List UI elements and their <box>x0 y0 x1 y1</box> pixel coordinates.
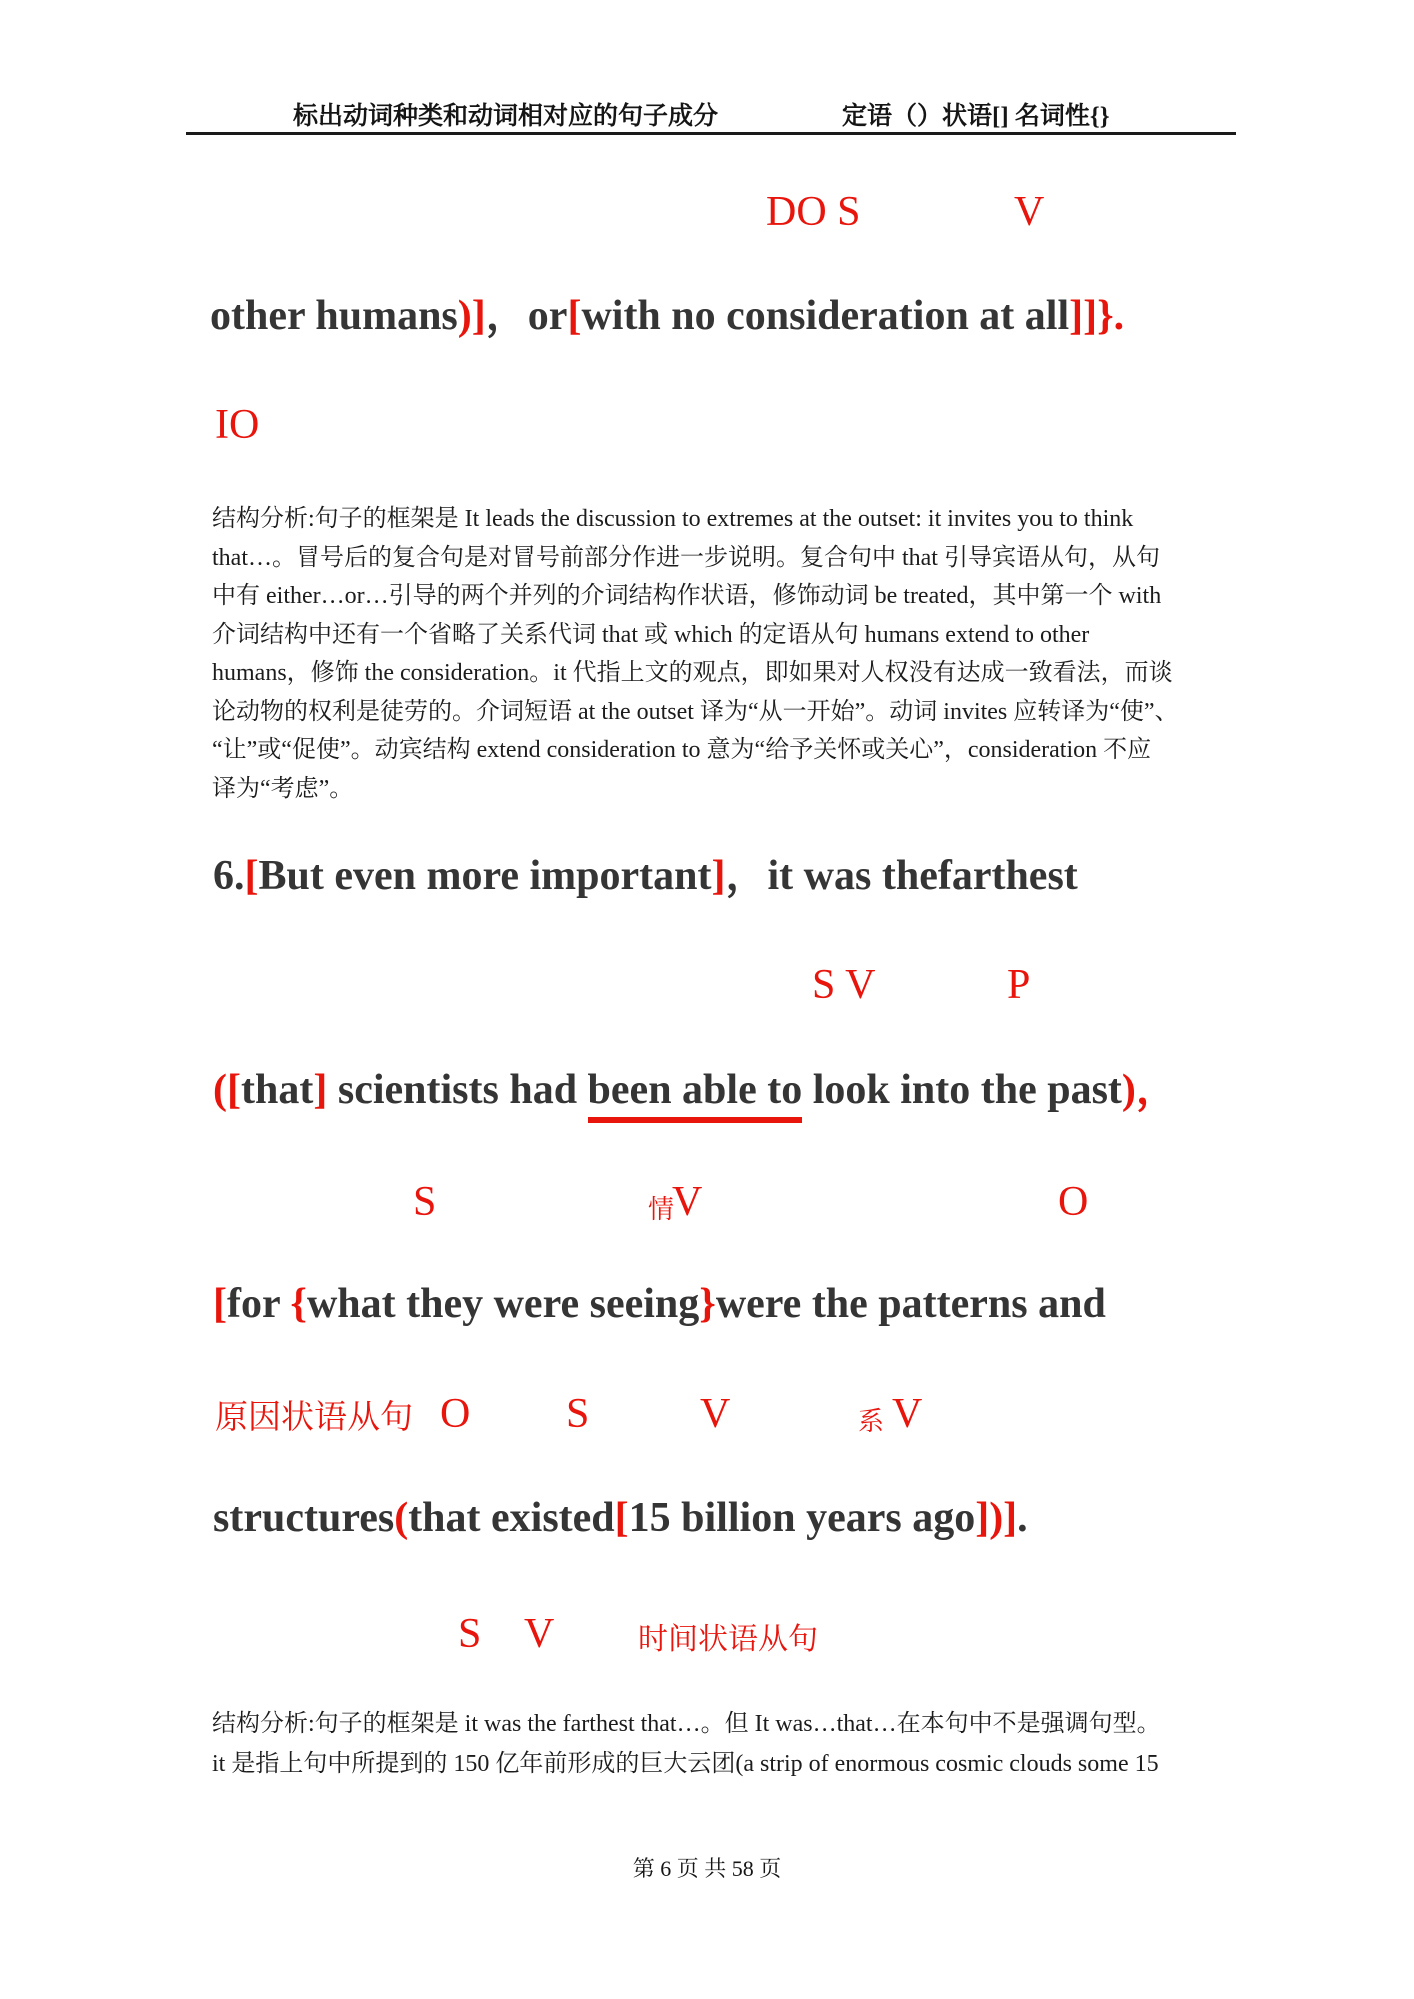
sentence-line-2 <box>213 1066 1178 1114</box>
grammar-label-clause: 原因状语从句 <box>215 1400 413 1436</box>
grammar-label: V <box>672 1179 703 1225</box>
text-segment: been able to <box>588 1067 803 1123</box>
analysis-line: “让”或“促使”。动宾结构 extend consideration to 意为“给予关怀或关心”，consideration 不应 <box>212 737 1152 763</box>
text-segment: structures <box>213 1495 395 1541</box>
analysis-paragraph-1 <box>212 500 1212 808</box>
grammar-label-clause: 时间状语从句 <box>638 1623 818 1656</box>
header-rule <box>186 132 1236 135</box>
bracket-mark: [ <box>614 1495 629 1541</box>
text-segment: other humans <box>210 293 458 339</box>
text-segment: ， <box>725 853 768 899</box>
bracket-mark: ， <box>1135 1067 1178 1113</box>
grammar-label: S <box>458 1611 482 1657</box>
text-segment: what they were seeing <box>306 1281 700 1327</box>
analysis-line: that…。冒号后的复合句是对冒号前部分作进一步说明。复合句中 that 引导宾语从句，从句 <box>212 544 1160 571</box>
bracket-mark: . <box>1113 293 1125 339</box>
sentence-line-4 <box>213 1494 1028 1542</box>
grammar-label: V <box>524 1611 555 1657</box>
grammar-annotation-row-2 <box>0 959 1414 1009</box>
text-segment: or <box>527 293 568 339</box>
bracket-mark: ]]} <box>1069 293 1114 339</box>
bracket-mark: [ <box>213 1281 227 1327</box>
analysis-line: 介词结构中还有一个省略了关系代词 that 或 which 的定语从句 humans extend to other <box>212 621 1090 648</box>
grammar-annotation-row-1 <box>0 186 1414 236</box>
grammar-label: DO S <box>766 189 861 235</box>
analysis-line: 译为“考虑”。 <box>212 775 354 802</box>
analysis-line: 结构分析:句子的框架是 It leads the discussion to extremes at the outset: it invites you to think <box>212 506 1134 532</box>
grammar-label: V <box>892 1391 923 1437</box>
grammar-annotation-row-4 <box>0 1388 1414 1438</box>
header-left-title: 标出动词种类和动词相对应的句子成分 <box>293 103 719 130</box>
grammar-label: S <box>566 1391 590 1437</box>
text-segment: scientists had <box>327 1067 588 1113</box>
bracket-mark: ] <box>711 853 726 899</box>
text-segment: ， <box>485 293 528 339</box>
analysis-line: it 是指上句中所提到的 150 亿年前形成的巨大云团(a strip of enormous cosmic clouds some 15 <box>212 1751 1159 1777</box>
header-legend: 定语（）状语[] 名词性{} <box>842 103 1110 130</box>
grammar-label: S V <box>812 962 876 1008</box>
bracket-mark: } <box>699 1281 716 1327</box>
grammar-annotation-row-5 <box>0 1608 1414 1658</box>
text-segment: 15 billion years ago <box>628 1495 976 1541</box>
grammar-label-io: IO <box>215 402 260 448</box>
bracket-mark: [ <box>567 293 582 339</box>
text-segment: But even more important <box>258 853 712 899</box>
bracket-mark: ])] <box>975 1495 1018 1541</box>
grammar-label: 系 <box>858 1407 885 1436</box>
analysis-line: humans，修饰 the consideration。it 代指上文的观点，即如果对人权没有达成一致看法，而谈 <box>212 660 1173 686</box>
text-segment: . <box>1017 1495 1028 1541</box>
grammar-label: V <box>1014 189 1045 235</box>
grammar-label: O <box>1058 1179 1089 1225</box>
bracket-mark: ) <box>1121 1067 1136 1113</box>
text-segment: for <box>227 1281 291 1327</box>
text-segment: 6. <box>213 853 245 899</box>
bracket-mark: { <box>290 1281 307 1327</box>
bracket-mark: )] <box>457 293 486 339</box>
analysis-line: 中有 either…or…引导的两个并列的介词结构作状语，修饰动词 be treated，其中第一个 with <box>212 583 1162 609</box>
grammar-label: P <box>1007 962 1031 1008</box>
text-segment: it was thefarthest <box>767 853 1078 899</box>
analysis-line: 结构分析:句子的框架是 it was the farthest that…。但 It was…that…在本句中不是强调句型。 <box>212 1711 1161 1737</box>
page-number: 第 6 页 共 58 页 <box>632 1856 782 1881</box>
text-segment: that existed <box>408 1495 615 1541</box>
grammar-annotation-row-3 <box>0 1176 1414 1226</box>
sentence-line-3 <box>213 1280 1106 1328</box>
bracket-mark: [ <box>244 853 259 899</box>
grammar-label: O <box>440 1391 471 1437</box>
text-segment: with no consideration at all <box>581 293 1070 339</box>
sentence-line-1 <box>210 292 1124 340</box>
grammar-label: V <box>700 1391 731 1437</box>
grammar-label: S <box>413 1179 437 1225</box>
bracket-mark: ( <box>213 1067 227 1113</box>
text-segment: were the patterns and <box>715 1281 1106 1327</box>
analysis-line: 论动物的权利是徒劳的。介词短语 at the outset 译为“从一开始”。动词 invites 应转译为“使”、 <box>212 698 1179 725</box>
bracket-mark: ] <box>313 1067 328 1113</box>
bracket-mark: ( <box>394 1495 409 1541</box>
analysis-paragraph-2 <box>212 1704 1212 1784</box>
text-segment: that <box>241 1067 314 1113</box>
grammar-label: 情 <box>648 1195 675 1224</box>
sentence-heading-6 <box>213 852 1078 900</box>
text-segment: look into the past <box>802 1067 1122 1113</box>
bracket-mark: [ <box>227 1067 241 1113</box>
